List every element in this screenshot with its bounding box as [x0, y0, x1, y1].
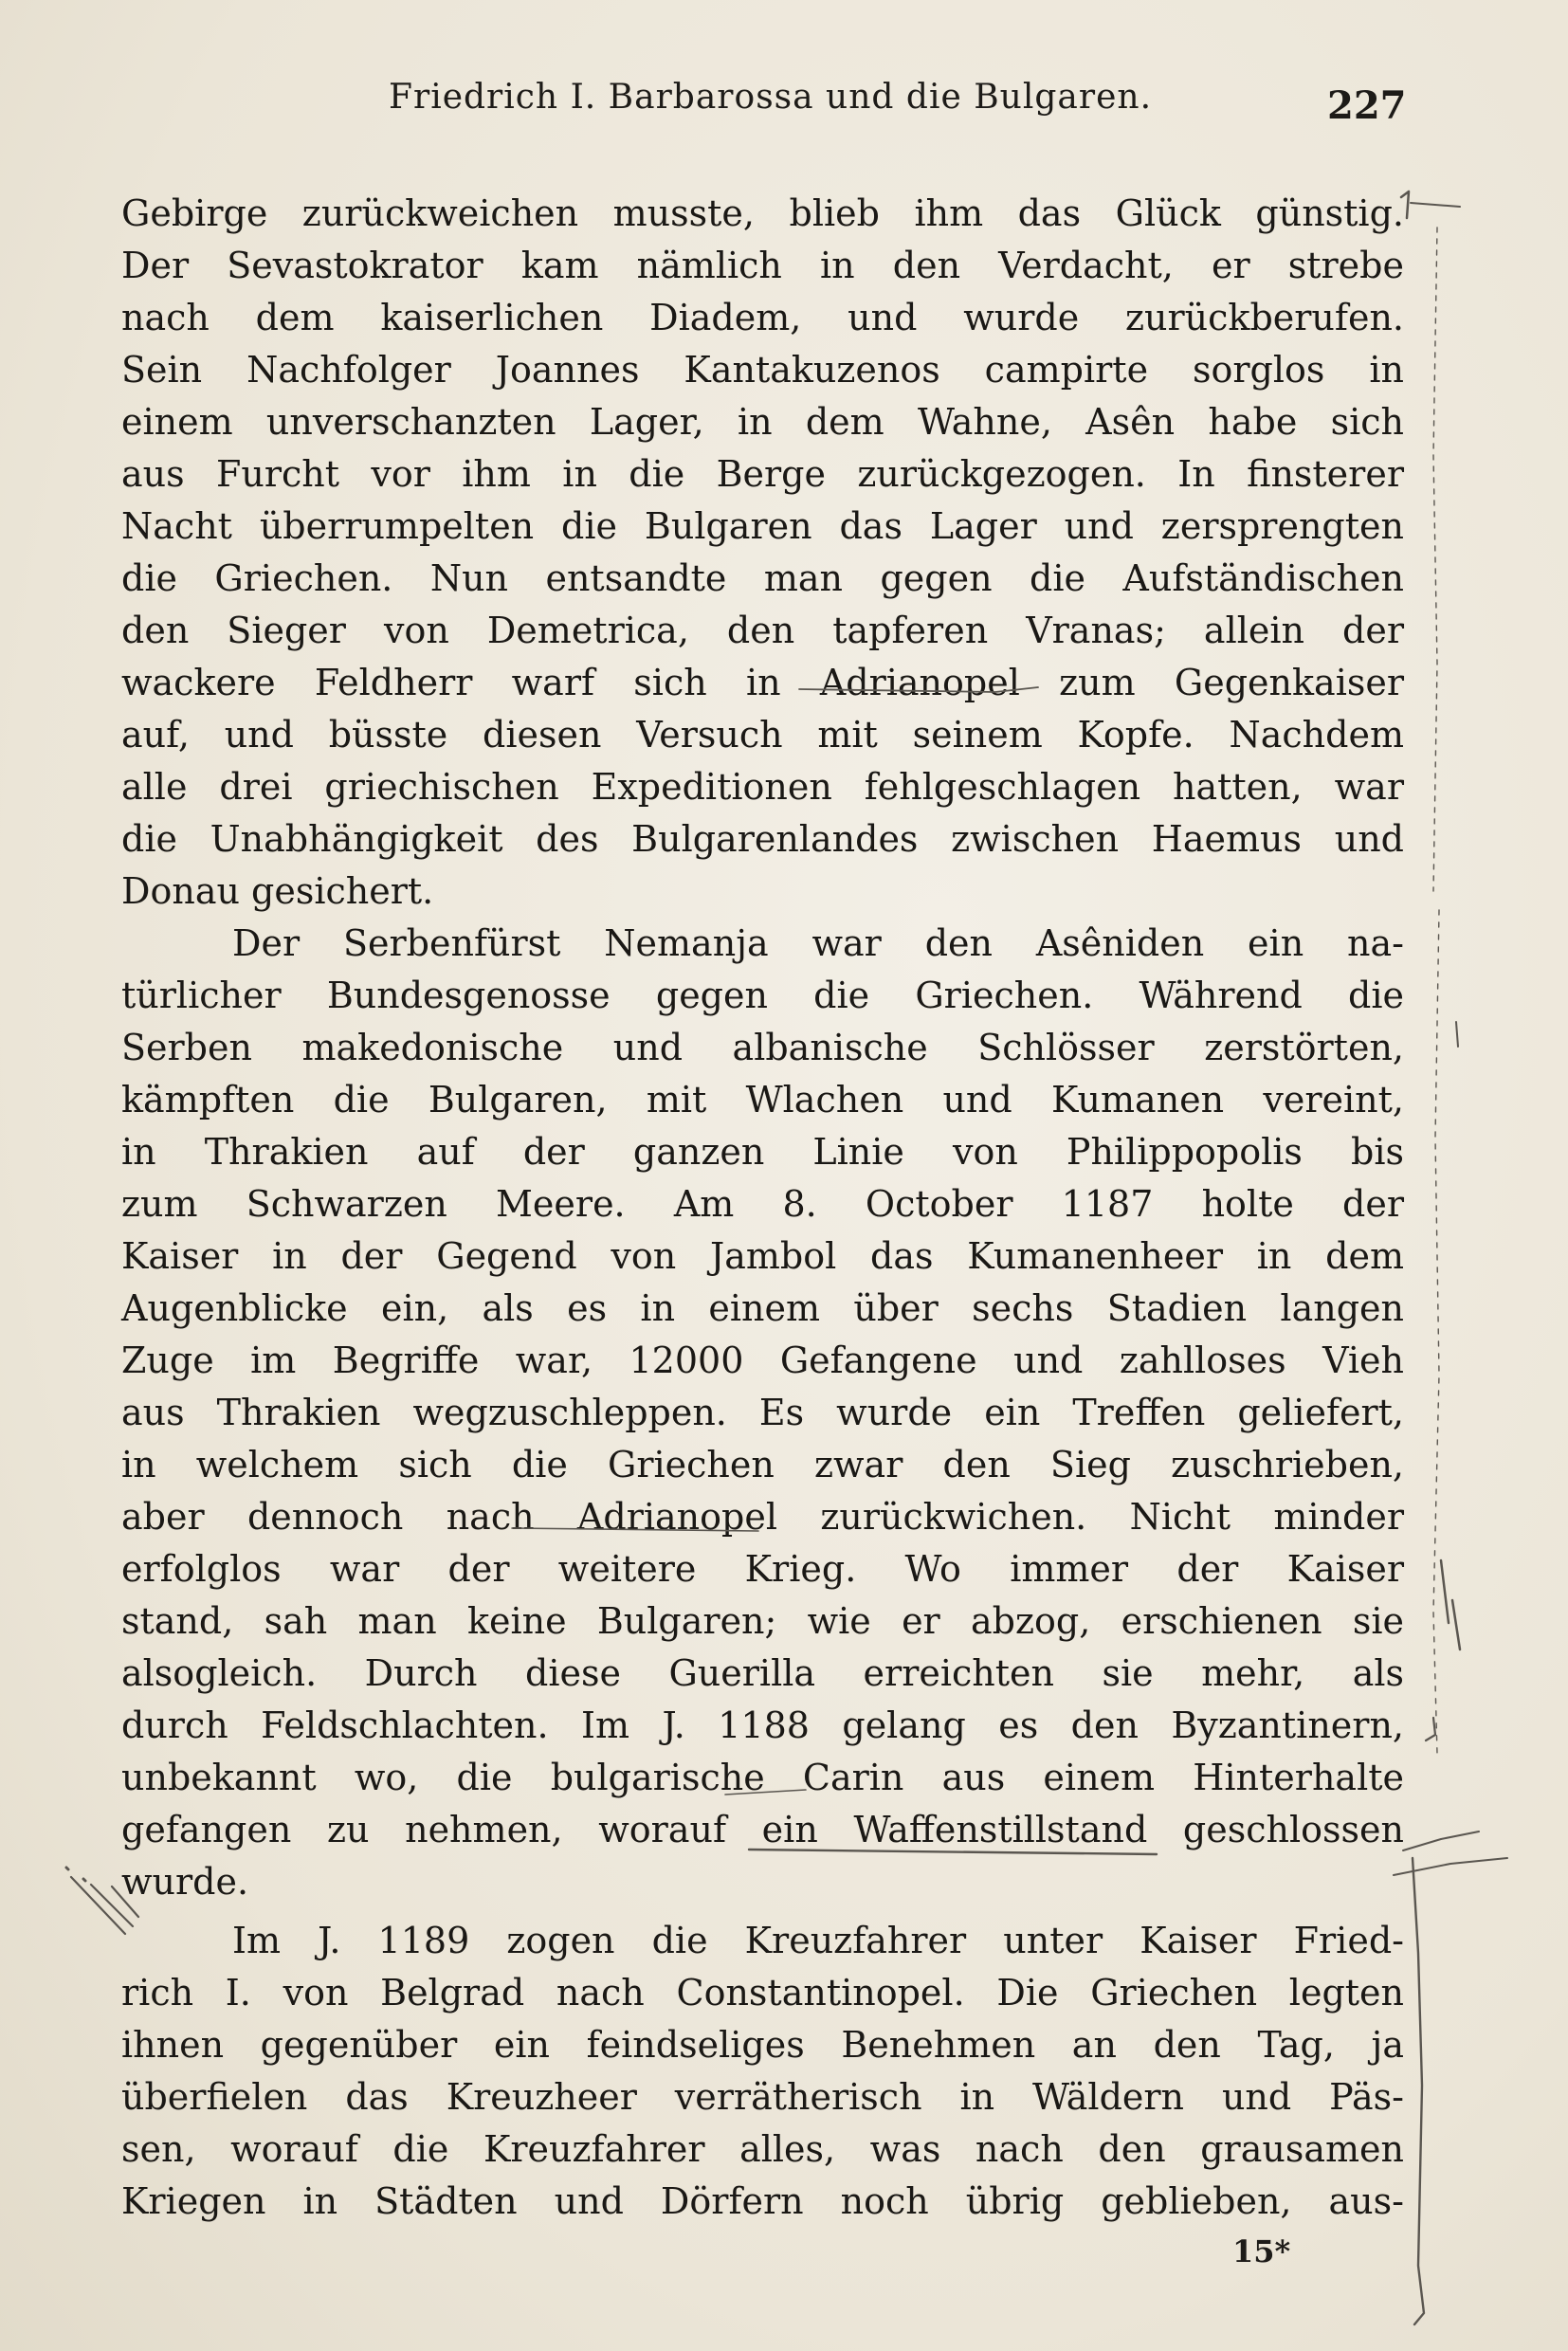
text-line: erfolglos war der weitere Krieg. Wo immer der Kaiser — [121, 1548, 1404, 1590]
text-line: Augenblicke ein, als es in einem über sechs Stadien langen — [121, 1287, 1404, 1329]
text-line: aus Thrakien wegzuschleppen. Es wurde ein Treffen geliefert, — [121, 1392, 1404, 1433]
text-line: Donau gesichert. — [121, 870, 434, 912]
margin-vertical-line-middle — [1433, 910, 1439, 1754]
text-line: überfielen das Kreuzheer verrätherisch in Wäldern und Päs- — [121, 2076, 1404, 2118]
text-line: in welchem sich die Griechen zwar den Sieg zuschrieben, — [121, 1444, 1404, 1485]
text-line: die Unabhängigkeit des Bulgarenlandes zwischen Haemus und — [121, 818, 1404, 860]
text-line: rich I. von Belgrad nach Constantinopel. Die Griechen legten — [121, 1972, 1404, 2014]
signature-mark: 15* — [1232, 2233, 1291, 2269]
text-line: aber dennoch nach Adrianopel zurückwichen. Nicht minder — [121, 1496, 1404, 1538]
text-line: Sein Nachfolger Joannes Kantakuzenos campirte sorglos in — [121, 349, 1404, 391]
text-line: kämpften die Bulgaren, mit Wlachen und Kumanen vereint, — [121, 1079, 1404, 1121]
text-line: gefangen zu nehmen, worauf ein Waffenstillstand geschlossen — [121, 1809, 1404, 1850]
text-line: ihnen gegenüber ein feindseliges Benehmen an den Tag, ja — [121, 2024, 1404, 2066]
text-line: Nacht überrumpelten die Bulgaren das Lager und zersprengten — [121, 505, 1404, 547]
text-line: den Sieger von Demetrica, den tapferen Vranas; allein der — [121, 610, 1404, 651]
text-line: Der Serbenfürst Nemanja war den Asêniden ein na- — [232, 922, 1404, 964]
margin-double-stroke — [1441, 1560, 1460, 1649]
text-line: Der Sevastokrator kam nämlich in den Verdacht, er strebe — [121, 245, 1404, 286]
left-margin-dots — [66, 1868, 85, 1881]
text-line: aus Furcht vor ihm in die Berge zurückgezogen. In finsterer — [121, 453, 1404, 495]
margin-stroke-top — [1411, 203, 1460, 207]
text-line: Zuge im Begriffe war, 12000 Gefangene und zahlloses Vieh — [121, 1340, 1404, 1381]
margin-bracket-lower — [1426, 1718, 1435, 1740]
text-line: Kaiser in der Gegend von Jambol das Kumanenheer in dem — [121, 1235, 1404, 1277]
text-line: Serben makedonische und albanische Schlösser zerstörten, — [121, 1027, 1404, 1068]
page-number: 227 — [1327, 83, 1407, 128]
text-line: alsogleich. Durch diese Guerilla erreichten sie mehr, als — [121, 1652, 1404, 1694]
text-line: sen, worauf die Kreuzfahrer alles, was nach den grausamen — [121, 2128, 1404, 2170]
text-line: türlicher Bundesgenosse gegen die Griechen. Während die — [121, 975, 1404, 1016]
text-line: Gebirge zurückweichen musste, blieb ihm das Glück günstig. — [121, 192, 1404, 234]
text-line: alle drei griechischen Expeditionen fehlgeschlagen hatten, war — [121, 766, 1404, 808]
text-line: in Thrakien auf der ganzen Linie von Philippopolis bis — [121, 1131, 1404, 1173]
text-line: auf, und büsste diesen Versuch mit seinem Kopfe. Nachdem — [121, 714, 1404, 756]
text-line: wackere Feldherr warf sich in Adrianopel zum Gegenkaiser — [121, 662, 1404, 703]
text-line: nach dem kaiserlichen Diadem, und wurde zurückberufen. — [121, 297, 1404, 338]
text-line: durch Feldschlachten. Im J. 1188 gelang es den Byzantinern, — [121, 1704, 1404, 1746]
margin-vertical-line-upper — [1433, 228, 1437, 891]
text-line: die Griechen. Nun entsandte man gegen die Aufständischen — [121, 557, 1404, 599]
margin-tick — [1456, 1022, 1458, 1047]
margin-bracket-bottom — [1413, 1858, 1424, 2324]
text-line: zum Schwarzen Meere. Am 8. October 1187 holte der — [121, 1183, 1404, 1225]
margin-arrow-right — [1394, 1832, 1507, 1875]
text-line: unbekannt wo, die bulgarische Carin aus einem Hinterhalte — [121, 1757, 1404, 1798]
text-line: wurde. — [121, 1861, 249, 1903]
text-line: einem unverschanzten Lager, in dem Wahne, Asên habe sich — [121, 401, 1404, 443]
running-header: Friedrich I. Barbarossa und die Bulgaren. — [389, 78, 1153, 117]
text-line: Im J. 1189 zogen die Kreuzfahrer unter Kaiser Fried- — [232, 1920, 1404, 1961]
text-line: stand, sah man keine Bulgaren; wie er abzog, erschienen sie — [121, 1600, 1404, 1642]
text-line: Kriegen in Städten und Dörfern noch übrig geblieben, aus- — [121, 2180, 1404, 2222]
